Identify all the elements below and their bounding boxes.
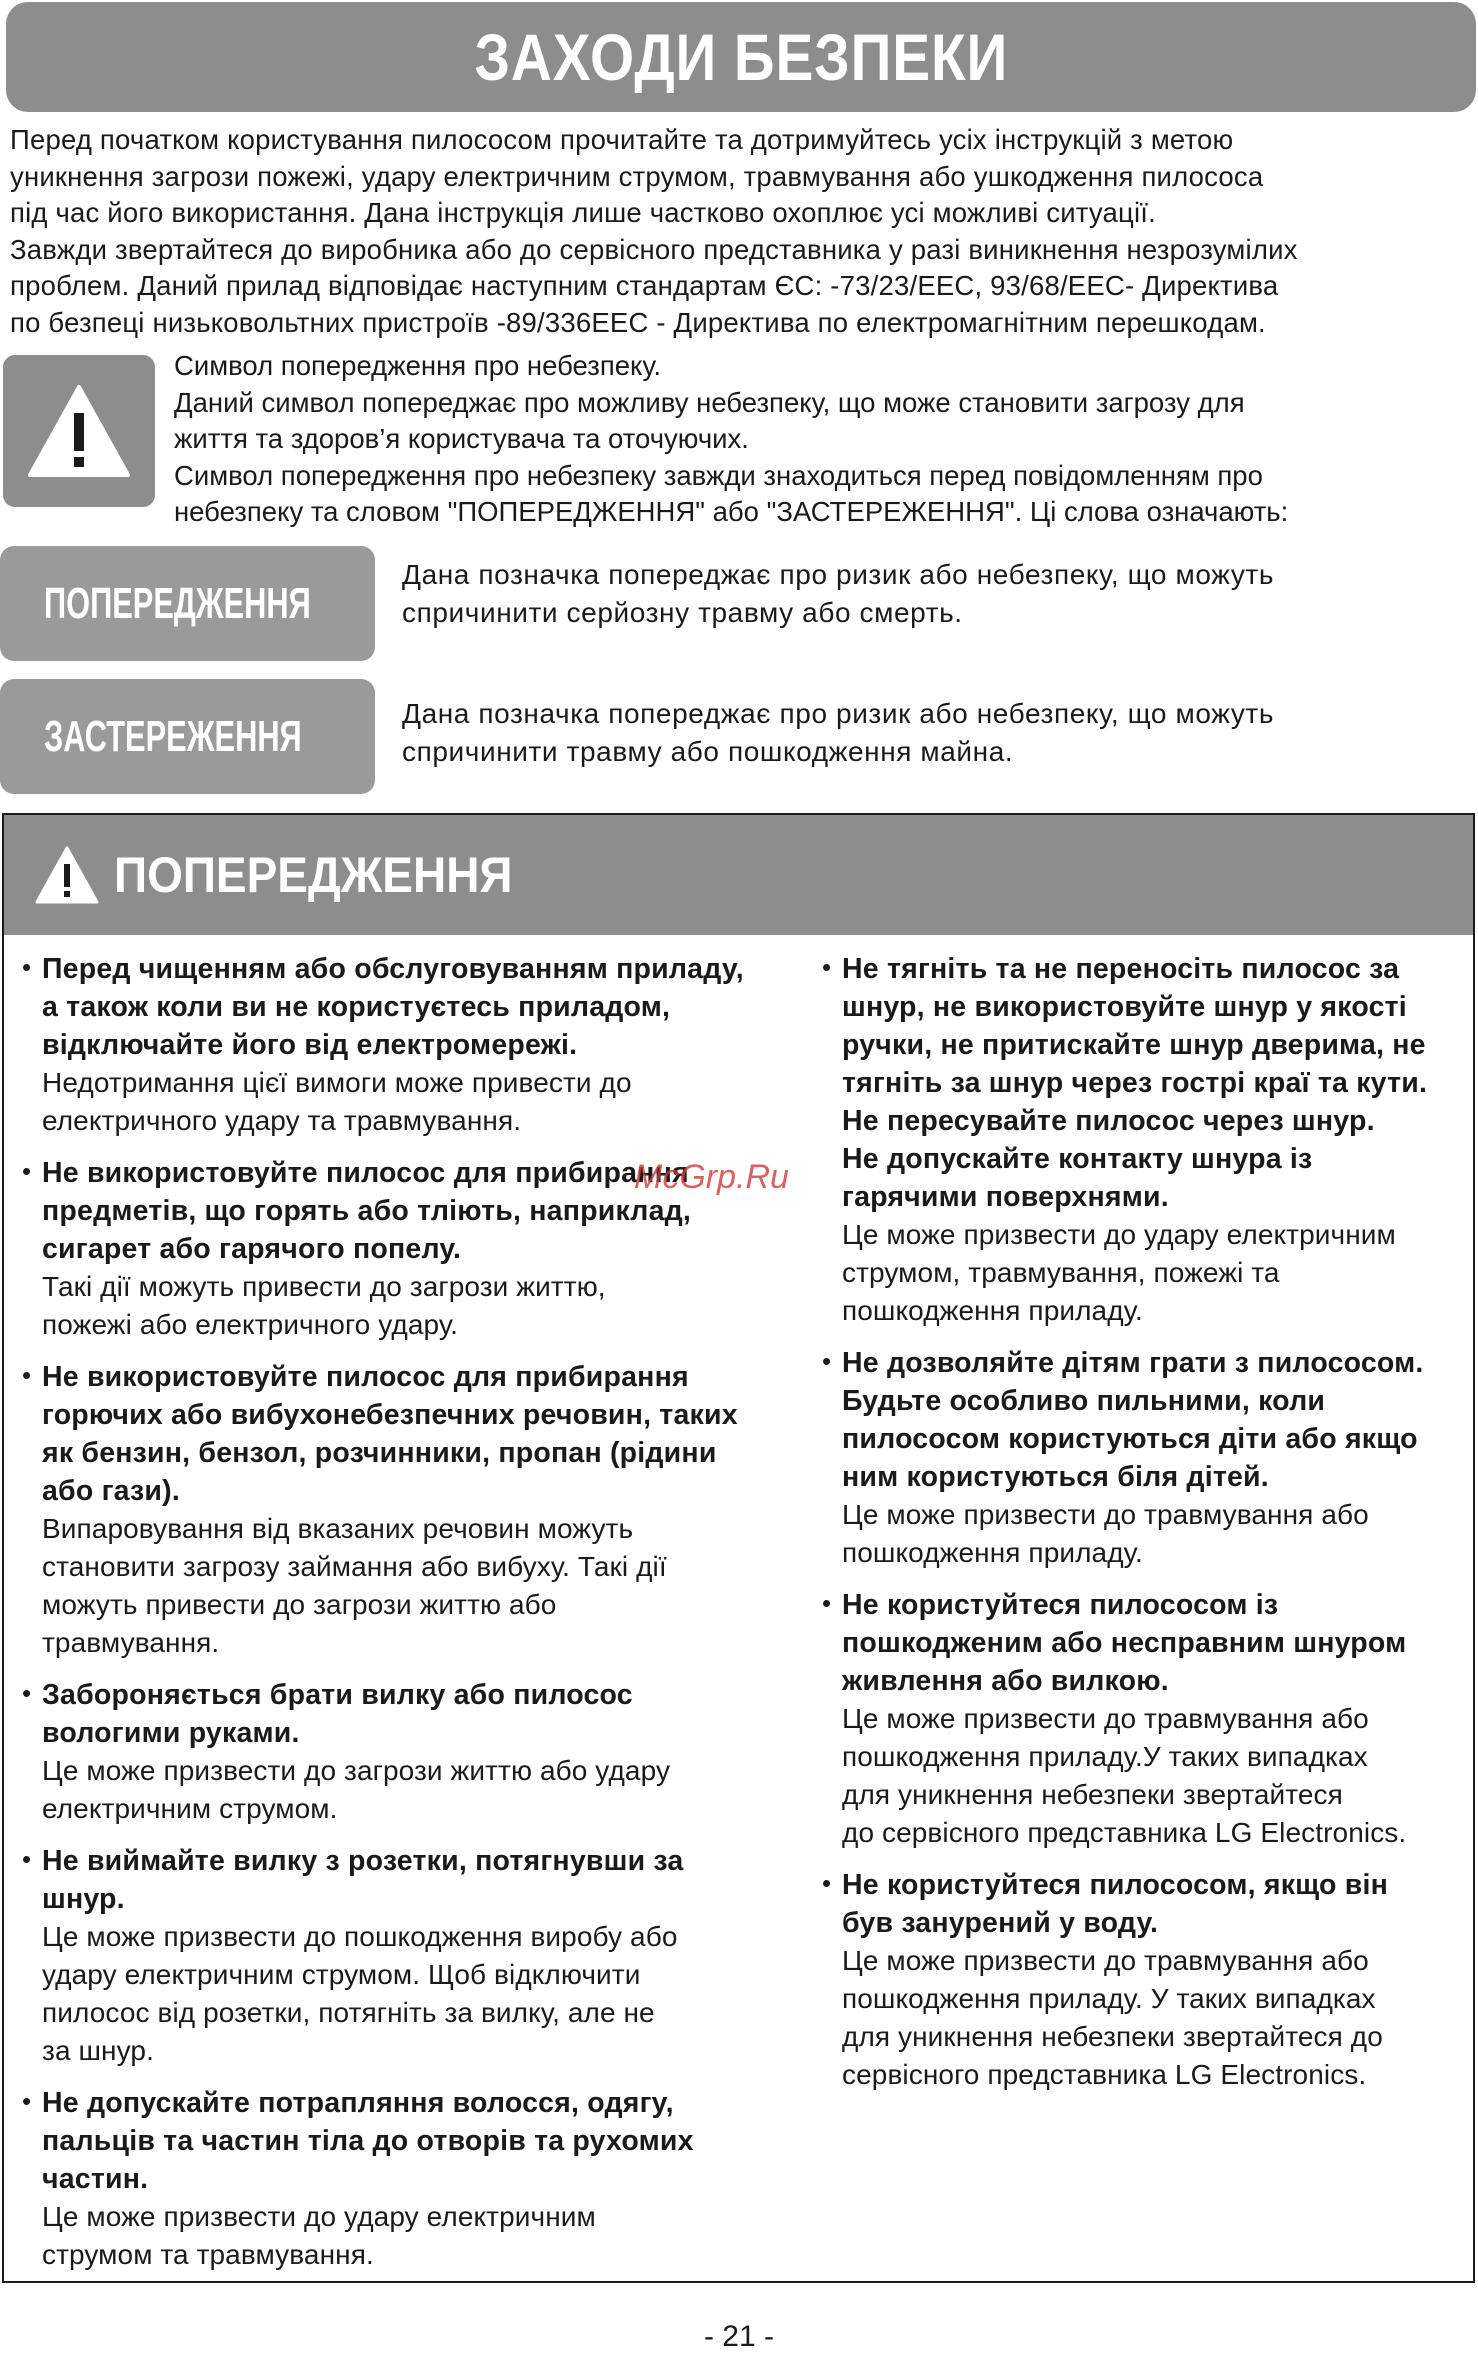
text-line: травмування.	[42, 1627, 220, 1658]
title-line: пошкодженим або несправним шнуром	[842, 1627, 1407, 1659]
caution-badge	[0, 679, 375, 794]
text-line: Такі дії можуть привести до загрози життю,	[42, 1271, 606, 1302]
text-line: для уникнення небезпеки звертайтеся	[842, 1779, 1343, 1810]
title-line: Забороняється брати вилку або пилосос	[42, 1679, 633, 1711]
title-line: а також коли ви не користуєтесь приладом,	[42, 991, 671, 1023]
title-line: ним користуються біля дітей.	[842, 1461, 1269, 1493]
title-line: шнур, не використовуйте шнур у якості	[842, 991, 1407, 1023]
bullet: •	[22, 1844, 32, 1874]
warning-item-text	[42, 1064, 794, 1140]
text-line: пошкодження приладу.	[842, 1295, 1143, 1326]
warning-item	[14, 2084, 794, 2274]
intro-line: проблем. Даний прилад відповідає наступним стандартам ЄС: -73/23/EEC, 93/68/EEC- Директива	[10, 270, 1279, 301]
text-line: струмом, травмування, пожежі та	[842, 1257, 1280, 1288]
bullet: •	[22, 2086, 32, 2116]
text-line: удару електричним струмом. Щоб відключити	[42, 1959, 641, 1990]
text-line: електричного удару та травмування.	[42, 1105, 522, 1136]
warning-item-text	[842, 1942, 1474, 2094]
warning-item-text	[42, 1918, 794, 2070]
page-number: - 21 -	[703, 2320, 775, 2353]
text-line: становити загрозу займання або вибуху. Такі дії	[42, 1551, 667, 1582]
text-line: електричним струмом.	[42, 1793, 338, 1824]
text-line: Це може призвести до травмування або	[842, 1703, 1369, 1734]
title-line: Не виймайте вилку з розетки, потягнувши за	[42, 1845, 684, 1877]
title-line: або гази).	[42, 1475, 180, 1507]
warning-item-text	[842, 1496, 1474, 1572]
warning-item-text	[42, 1510, 794, 1662]
warning-item-title	[842, 950, 1474, 1216]
text-line: Це може призвести до травмування або	[842, 1945, 1369, 1976]
title-line: частин.	[42, 2163, 149, 2195]
title-bar	[6, 2, 1476, 112]
text-line: пошкодження приладу.	[842, 1537, 1143, 1568]
symbol-line: Символ попередження про небезпеку завжди знаходиться перед повідомленням про	[174, 459, 1263, 491]
symbol-line: Даний символ попереджає про можливу небезпеку, що може становити загрозу для	[174, 386, 1245, 418]
caution-badge-description	[402, 695, 1472, 771]
warning-item-title	[842, 1586, 1474, 1700]
warning-item-title	[42, 2084, 794, 2198]
title-line: Не тягніть та не переносіть пилосос за	[842, 953, 1400, 985]
intro-line: Завжди звертайтеся до виробника або до сервісного представника у разі виникнення незрозумілих	[10, 233, 1298, 265]
badge-desc-line: спричинити серйозну травму або смерть.	[402, 597, 963, 628]
warning-item-title	[842, 1344, 1474, 1496]
caution-badge-label: ЗАСТЕРЕЖЕННЯ	[44, 711, 302, 761]
warning-item-title	[42, 1358, 794, 1510]
badge-desc-line: спричинити травму або пошкодження майна.	[402, 736, 1014, 767]
text-line: можуть привести до загрози життю або	[42, 1589, 557, 1620]
text-line: сервісного представника LG Electronics.	[842, 2059, 1367, 2090]
text-line: Це може призвести до пошкодження виробу або	[42, 1921, 678, 1952]
warning-item	[814, 1866, 1474, 2094]
page-title: ЗАХОДИ БЕЗПЕКИ	[474, 20, 1008, 94]
text-line: до сервісного представника LG Electronics.	[842, 1817, 1407, 1848]
bullet: •	[822, 1346, 832, 1376]
title-line: горючих або вибухонебезпечних речовин, таких	[42, 1399, 738, 1431]
warnings-right-column	[814, 950, 1474, 2108]
title-line: Будьте особливо пильними, коли	[842, 1385, 1326, 1417]
warning-item-title	[42, 1842, 794, 1918]
intro-line: Перед початком користування пилососом прочитайте та дотримуйтесь усіх інструкцій з метою	[10, 124, 1234, 155]
text-line: Недотримання цієї вимоги може привести до	[42, 1067, 632, 1098]
symbol-line: життя та здоров’я користувача та оточуючих.	[174, 423, 749, 454]
warnings-section	[2, 813, 1475, 2283]
badge-desc-line: Дана позначка попереджає про ризик або небезпеку, що можуть	[402, 559, 1275, 590]
title-line: Не дозволяйте дітям грати з пилососом.	[842, 1347, 1424, 1379]
symbol-line: небезпеку та словом "ПОПЕРЕДЖЕННЯ" або "ЗАСТЕРЕЖЕННЯ". Ці слова означають:	[174, 496, 1289, 527]
symbol-description	[174, 348, 1474, 531]
title-line: шнур.	[42, 1883, 125, 1915]
text-line: для уникнення небезпеки звертайтеся до	[842, 2021, 1383, 2052]
text-line: Випаровування від вказаних речовин можуть	[42, 1513, 634, 1544]
title-line: пилососом користуються діти або якщо	[842, 1423, 1418, 1455]
title-line: предметів, що горять або тліють, наприклад,	[42, 1195, 692, 1227]
title-line: вологими руками.	[42, 1717, 300, 1749]
bullet: •	[822, 1868, 832, 1898]
title-line: був занурений у воду.	[842, 1907, 1159, 1939]
bullet: •	[822, 1588, 832, 1618]
warning-item-title	[842, 1866, 1474, 1942]
text-line: пожежі або електричного удару.	[42, 1309, 459, 1340]
warning-badge-description	[402, 556, 1472, 632]
symbol-line: Символ попередження про небезпеку.	[174, 350, 661, 381]
warnings-heading: ПОПЕРЕДЖЕННЯ	[114, 847, 513, 903]
text-line: Це може призвести до травмування або	[842, 1499, 1369, 1530]
warning-item	[814, 1344, 1474, 1572]
warning-item-title	[42, 1676, 794, 1752]
intro-paragraph	[10, 122, 1472, 341]
bullet: •	[22, 1360, 32, 1390]
text-line: пилосос від розетки, потягніть за вилку, але не	[42, 1997, 655, 2028]
intro-line: під час його використання. Дана інструкція лише частково охоплює усі можливі ситуації.	[10, 197, 1156, 228]
text-line: за шнур.	[42, 2035, 154, 2066]
title-line: пальців та частин тіла до отворів та рухомих	[42, 2125, 694, 2157]
title-line: Не пересувайте пилосос через шнур.	[842, 1105, 1375, 1137]
warning-item	[14, 1676, 794, 1828]
badge-desc-line: Дана позначка попереджає про ризик або небезпеку, що можуть	[402, 698, 1275, 729]
warning-item-title	[42, 950, 794, 1064]
intro-line: уникнення загрози пожежі, удару електричним струмом, травмування або ушкодження пилососа	[10, 160, 1264, 192]
title-line: Перед чищенням або обслуговуванням приладу,	[42, 953, 744, 985]
title-line: Не користуйтеся пилососом із	[842, 1589, 1279, 1621]
title-line: як бензин, бензол, розчинники, пропан (рідини	[42, 1437, 717, 1469]
intro-line: по безпеці низьковольтних пристроїв -89/336EEC - Директива по електромагнітним перешкодам.	[10, 306, 1266, 338]
title-line: тягніть за шнур через гострі краї та кути.	[842, 1067, 1428, 1099]
warning-badge-label: ПОПЕРЕДЖЕННЯ	[44, 578, 311, 628]
warning-item	[814, 1586, 1474, 1852]
title-line: Не використовуйте пилосос для прибирання	[42, 1361, 689, 1393]
title-line: Не допускайте потрапляння волосся, одягу,	[42, 2087, 674, 2119]
warning-item-text	[42, 1752, 794, 1828]
warning-item-text	[842, 1216, 1474, 1330]
bullet: •	[822, 952, 832, 982]
text-line: Це може призвести до удару електричним	[842, 1219, 1396, 1250]
bullet: •	[22, 1678, 32, 1708]
title-line: ручки, не притискайте шнур дверима, не	[842, 1029, 1426, 1061]
title-line: Не користуйтеся пилососом, якщо він	[842, 1869, 1389, 1901]
warning-badge	[0, 546, 375, 661]
title-line: сигарет або гарячого попелу.	[42, 1233, 462, 1265]
bullet: •	[22, 1156, 32, 1186]
warning-item	[14, 1842, 794, 2070]
warning-symbol-box	[3, 355, 155, 507]
warnings-left-column	[14, 950, 794, 2288]
warning-item-text	[42, 1268, 794, 1344]
warning-triangle-icon	[24, 381, 134, 481]
warning-item-text	[842, 1700, 1474, 1852]
text-line: Це може призвести до удару електричним	[42, 2201, 596, 2232]
title-line: Не використовуйте пилосос для прибирання	[42, 1157, 689, 1189]
warning-item-text	[42, 2198, 794, 2274]
title-line: відключайте його від електромережі.	[42, 1029, 578, 1061]
text-line: пошкодження приладу. У таких випадках	[842, 1983, 1376, 2014]
title-line: Не допускайте контакту шнура із	[842, 1143, 1313, 1175]
title-line: гарячими поверхнями.	[842, 1181, 1169, 1213]
text-line: струмом та травмування.	[42, 2239, 374, 2270]
warnings-header	[4, 815, 1473, 935]
text-line: Це може призвести до загрози життю або удару	[42, 1755, 671, 1786]
warning-item	[14, 1358, 794, 1662]
bullet: •	[22, 952, 32, 982]
warning-triangle-icon	[34, 845, 100, 905]
warning-item	[14, 950, 794, 1140]
title-line: живлення або вилкою.	[842, 1665, 1169, 1697]
text-line: пошкодження приладу.У таких випадках	[842, 1741, 1368, 1772]
watermark: McGrp.Ru	[634, 1158, 789, 1196]
warning-item	[814, 950, 1474, 1330]
